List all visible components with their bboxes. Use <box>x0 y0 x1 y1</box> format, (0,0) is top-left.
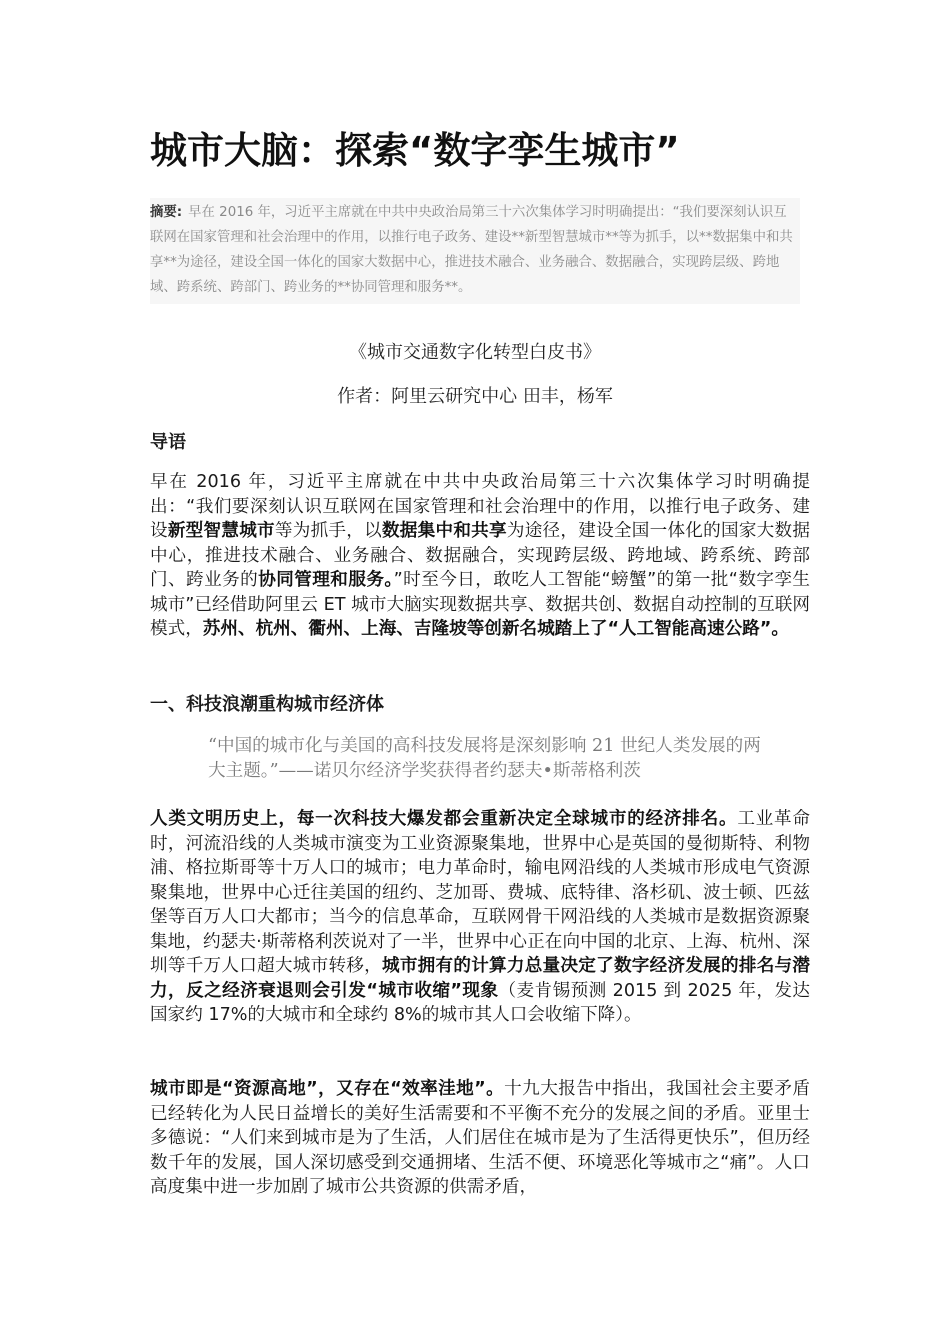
intro-text-2: 等为抓手，以 <box>274 521 382 541</box>
para2-bold-1: 人类文明历史上，每一次科技大爆发都会重新决定全球城市的经济排名。 <box>150 809 738 829</box>
page-title: 城市大脑：探索“数字孪生城市” <box>150 129 680 172</box>
para3-text-1: 十九大报告中指出，我国社会主要矛盾已经转化为人民日益增长的美好生活需要和不平衡不充分的发展之间的矛盾。亚里士多德说：“人们来到城市是为了生活，人们居住在城市是为了生活得更快乐”，但历经数千年的发展，国人深切感受到交通拥堵、生活不便、环境恶化等城市之“痛”。人口高度集中进一步加剧了城市公共资源的供需矛盾， <box>150 1079 810 1197</box>
author-line: 作者：阿里云研究中心 田丰，杨军 <box>337 386 613 407</box>
para2-text-2: （麦肯锡预测 2015 到 2025 年，发达国家约 17%的大城市和全球约 8%的城市其人口会收缩下降）。 <box>150 980 810 1025</box>
intro-bold-3: 协同管理和服务。 <box>258 570 394 590</box>
paragraph-2 <box>150 807 810 1028</box>
abstract-box <box>150 198 800 304</box>
abstract-text: 早在 2016 年，习近平主席就在中共中央政治局第三十六次集体学习时明确提出：“我们要深刻认识互联网在国家管理和社会治理中的作用，以推行电子政务、建设**新型智慧城市**等为抓手，以**数据集中和共享**为途径，建设全国一体化的国家大数据中心，推进技术融合、业务融合、数据融合，实现跨层级、跨地域、跨系统、跨部门、跨业务的**协同管理和服务**。 <box>150 205 793 295</box>
intro-text-3: 为途径，建设全国一体化的国家大数据中心，推进技术融合、业务融合、数据融合，实现跨层级、跨地域、跨系统、跨部门、跨业务的 <box>150 521 810 590</box>
intro-bold-1: 新型智慧城市 <box>167 521 275 541</box>
quote-block: “中国的城市化与美国的高科技发展将是深刻影响 21 世纪人类发展的两大主题。”——诺贝尔经济学奖获得者约瑟夫•斯蒂格利茨 <box>208 736 761 781</box>
para3-bold-1: 城市即是“资源高地”，又存在“效率洼地”。 <box>150 1079 505 1099</box>
paragraph-3 <box>150 1077 810 1200</box>
abstract-label: 摘要: <box>150 205 183 220</box>
para2-text-1: 工业革命时，河流沿线的人类城市演变为工业资源聚集地，世界中心是英国的曼彻斯特、利物浦、格拉斯哥等十万人口的城市；电力革命时，输电网沿线的人类城市形成电气资源聚集地，世界中心迁往美国的纽约、芝加哥、费城、底特律、洛杉矶、波士顿、匹兹堡等百万人口大都市；当今的信息革命，互联网骨干网沿线的人类城市是数据资源聚集地，约瑟夫·斯蒂格利茨说对了一半，世界中心正在向中国的北京、上海、杭州、深圳等千万人口超大城市转移， <box>150 809 810 976</box>
intro-bold-4: 苏州、杭州、衢州、上海、吉隆坡等创新名城踏上了“人工智能高速公路”。 <box>202 619 789 639</box>
intro-bold-2: 数据集中和共享 <box>381 521 507 541</box>
intro-paragraph <box>150 470 810 642</box>
intro-heading: 导语 <box>150 432 186 453</box>
section-heading-1: 一、科技浪潮重构城市经济体 <box>150 694 384 715</box>
para2-bold-2: 城市拥有的计算力总量决定了数字经济发展的排名与潜力，反之经济衰退则会引发“城市收缩”现象 <box>150 956 810 1001</box>
intro-text-1: 早在 2016 年，习近平主席就在中共中央政治局第三十六次集体学习时明确提出：“我们要深刻认识互联网在国家管理和社会治理中的作用，以推行电子政务、建设 <box>150 472 810 541</box>
document-title: 《城市交通数字化转型白皮书》 <box>349 342 601 363</box>
intro-text-4: ”时至今日，敢吃人工智能“螃蟹”的第一批“数字孪生城市”已经借助阿里云 ET 城市大脑实现数据共享、数据共创、数据自动控制的互联网模式， <box>150 570 810 639</box>
